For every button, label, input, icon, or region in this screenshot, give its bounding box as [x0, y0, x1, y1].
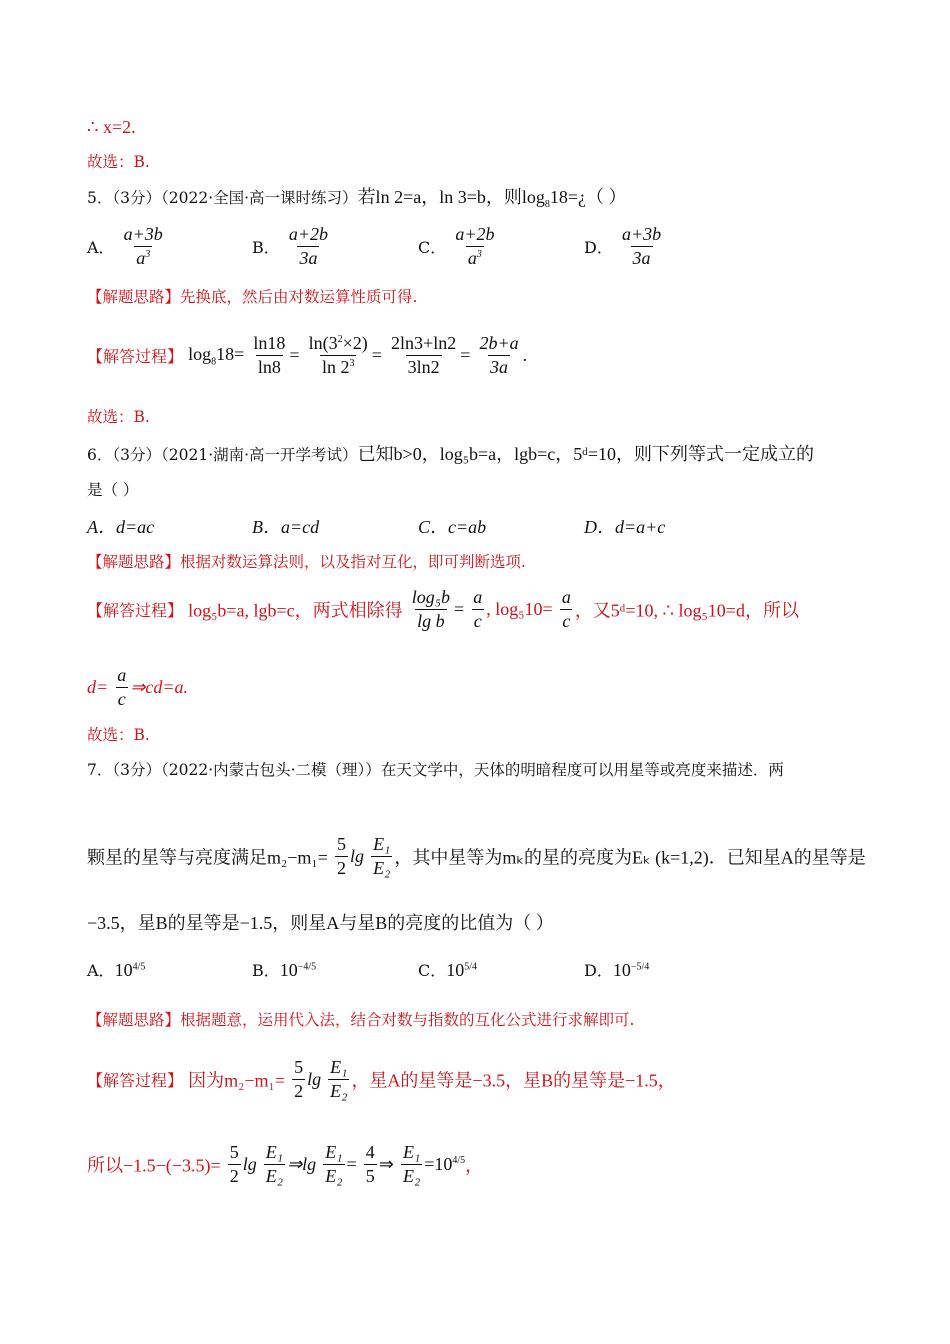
q6-stem-continued: 是（ ） [87, 481, 139, 499]
q7-option-d: D．$10^{-5/4}$ [584, 960, 650, 980]
q7-stem-line2: 颗星的星等与亮度满足m₂−m₁= $\frac{5}{2}$ lg $\frac{\text{E₁}}{\text{E₂}}$ ，其中星等为mₖ的星的亮度为Eₖ (k=1,2)．已知星A的星等是 [87, 834, 866, 878]
q6-option-d: D．d=a+c [584, 517, 666, 537]
q6-option-c: C．c=ab [418, 517, 487, 537]
q7-process-line2: 所以−1.5−(−3.5)= $\frac{5}{2}$ lg $\frac{\text{E₁}}{\text{E₂}}$ ⇒lg $\frac{\text{E₁}}{\text{E₂}}$ = $\frac{4}{5}$ ⇒ $\frac{\text{E₁}}{\text{E₂}}$ $=10^{4/5}$， [87, 1142, 484, 1186]
q7-option-b: B．$10^{-4/5}$ [252, 960, 317, 980]
q5-option-a: A． $\frac{a+3b}{a^3}$ [87, 224, 163, 268]
q7-process: 【解答过程】 因为m₂−m₁= $\frac{5}{2}$ lg $\frac{\text{E₁}}{\text{E₂}}$ ，星A的星等是−3.5，星B的星等是−1.5， [87, 1057, 676, 1101]
q5-option-b: B． $\frac{a+2b}{3a}$ [252, 224, 329, 268]
q6-idea: 【解题思路】根据对数运算法则，以及指对互化，即可判断选项. [87, 553, 526, 571]
q7-option-c: C．$10^{5/4}$ [418, 960, 478, 980]
q6-answer: 故选：B. [87, 726, 150, 744]
q6-stem: 6．（3分）（2021·湖南·高一开学考试）已知b>0，log₅b=a，lgb=c，5ᵈ=10，则下列等式一定成立的 [87, 444, 815, 464]
answer-line: 故选：B. [87, 153, 150, 171]
q5-answer: 故选：B. [87, 408, 150, 426]
q6-option-a: A．d=ac [87, 517, 155, 537]
q5-stem: 5．（3分）（2022·全国·高一课时练习）若ln 2=a，ln 3=b，则$\log_818=¿$（ ） [87, 187, 627, 211]
q7-option-a: A．$10^{4/5}$ [87, 960, 146, 980]
q6-process: 【解答过程】 log₅b=a, lgb=c，两式相除得 $\frac{\text{log₅b}}{\text{lg b}}$ = $\frac{a}{c}$ , log₅10= $\frac{a}{c}$ ，又5ᵈ=10, ∴ log₅10=d，所以 [87, 587, 799, 631]
q5-idea: 【解题思路】先换底，然后由对数运算性质可得. [87, 288, 418, 306]
q7-stem-line3: −3.5，星B的星等是−1.5，则星A与星B的亮度的比值为（ ） [87, 913, 554, 933]
q6-option-b: B．a=cd [252, 517, 320, 537]
q5-option-c: C． $\frac{a+2b}{a^3}$ [418, 224, 495, 268]
q5-process: 【解答过程】 $\log_818=$ $\frac{\ln 18}{\ln 8}$ = $\frac{\ln(3^2\times 2)}{\ln 2^3}$ = $\frac{2\ln 3+\ln 2}{3\ln 2}$ = $\frac{2b+a}{3a}$ . [87, 333, 528, 377]
q6-process-line2: d= $\frac{a}{c}$ ⇒cd=a. [87, 665, 188, 709]
q7-idea: 【解题思路】根据题意，运用代入法，结合对数与指数的互化公式进行求解即可. [87, 1011, 635, 1029]
therefore-line: ∴ x=2. [87, 117, 136, 137]
q5-option-d: D． $\frac{a+3b}{3a}$ [584, 224, 662, 268]
q7-stem: 7．（3分）（2022·内蒙古包头·二模（理））在天文学中，天体的明暗程度可以用星等或亮度来描述．两 [87, 761, 784, 779]
